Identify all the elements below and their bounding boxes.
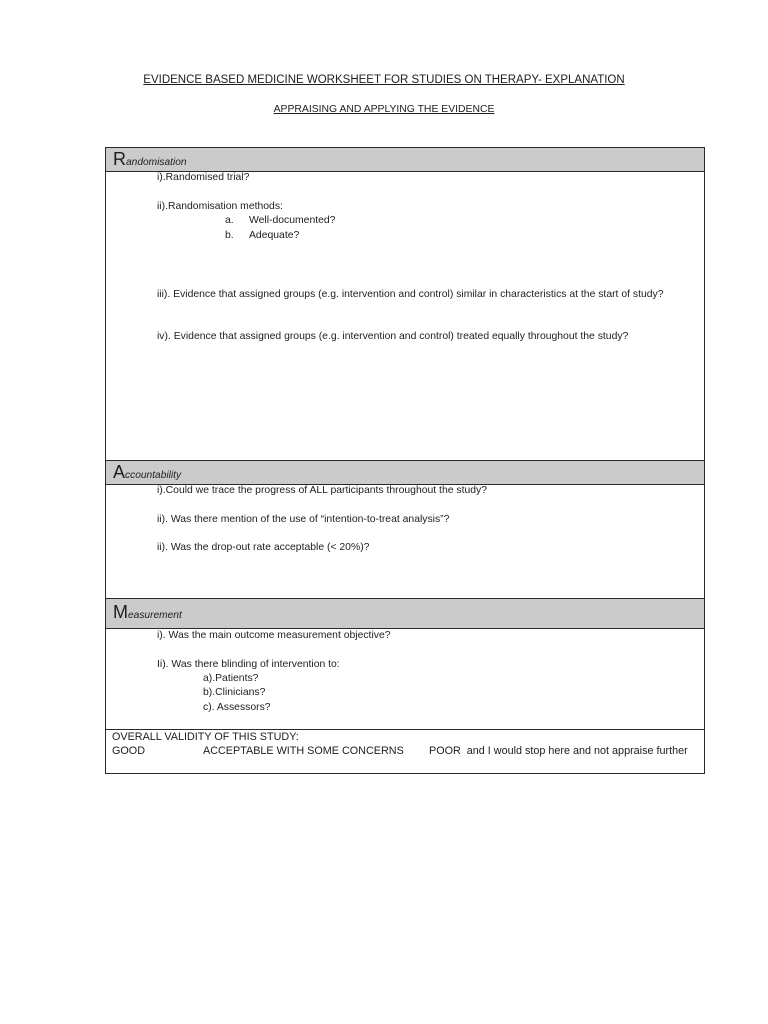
- list-item: b).Clinicians?: [203, 687, 266, 698]
- question-item: iii). Evidence that assigned groups (e.g. intervention and control) similar in characteristics at the start of study?: [157, 289, 664, 300]
- list-marker: a.: [225, 215, 234, 226]
- question-item: ii). Was there mention of the use of “intention-to-treat analysis”?: [157, 514, 450, 525]
- overall-validity-heading: OVERALL VALIDITY OF THIS STUDY:: [112, 731, 299, 743]
- section-label-randomisation: [113, 149, 187, 170]
- validity-option-good: GOOD: [112, 745, 145, 757]
- overall-validity-row: [105, 729, 705, 774]
- section-header-randomisation: [105, 147, 705, 171]
- worksheet-subtitle: [0, 104, 768, 116]
- question-item: iv). Evidence that assigned groups (e.g. intervention and control) treated equally throughout the study?: [157, 331, 629, 342]
- validity-option-acceptable: ACCEPTABLE WITH SOME CONCERNS: [203, 745, 404, 757]
- worksheet-title-text: EVIDENCE BASED MEDICINE WORKSHEET FOR STUDIES ON THERAPY- EXPLANATION: [143, 74, 625, 86]
- list-item: c). Assessors?: [203, 702, 271, 713]
- section-initial: A: [113, 462, 126, 482]
- question-item: i).Could we trace the progress of ALL participants throughout the study?: [157, 485, 487, 496]
- section-label-accountability: [113, 462, 181, 483]
- question-item: i).Randomised trial?: [157, 172, 250, 183]
- section-label-measurement: [113, 602, 182, 623]
- validity-option-poor: POOR and I would stop here and not appraise further: [429, 745, 688, 757]
- section-header-accountability: [105, 460, 705, 484]
- question-item: Ii). Was there blinding of intervention to:: [157, 659, 340, 670]
- section-body-measurement: [105, 628, 705, 729]
- list-item: Well-documented?: [249, 215, 336, 226]
- list-item: a).Patients?: [203, 673, 259, 684]
- section-body-randomisation: [105, 171, 705, 460]
- section-initial: M: [113, 602, 128, 622]
- section-body-accountability: [105, 484, 705, 598]
- section-header-measurement: [105, 598, 705, 628]
- worksheet-subtitle-text: APPRAISING AND APPLYING THE EVIDENCE: [273, 104, 495, 115]
- section-label-rest: andomisation: [126, 157, 187, 168]
- section-label-rest: ccountability: [125, 470, 182, 481]
- list-item: Adequate?: [249, 230, 300, 241]
- question-item: ii). Was the drop-out rate acceptable (< 20%)?: [157, 542, 370, 553]
- question-item: i). Was the main outcome measurement objective?: [157, 630, 391, 641]
- list-marker: b.: [225, 230, 234, 241]
- section-label-rest: easurement: [128, 610, 182, 621]
- worksheet-title: [0, 73, 768, 87]
- section-initial: R: [113, 149, 126, 169]
- question-item: ii).Randomisation methods:: [157, 201, 283, 212]
